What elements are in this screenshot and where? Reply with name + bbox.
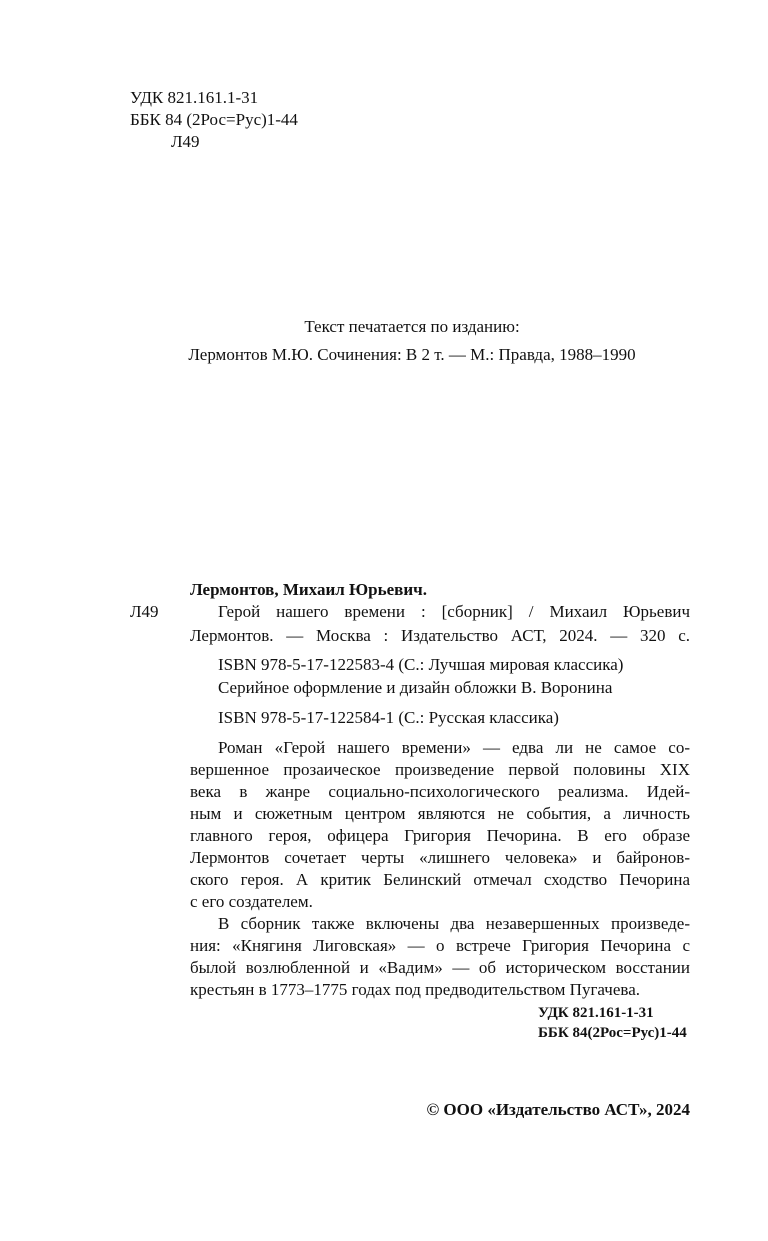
bbk-header: ББК 84 (2Рос=Рус)1-44	[130, 110, 298, 129]
isbn-1: ISBN 978-5-17-122583-4 (С.: Лучшая мировая классика)	[218, 655, 624, 674]
annotation-line: Лермонтов сочетает черты «лишнего человека» и байронов-	[190, 848, 690, 867]
catalog-title-line: Лермонтов. — Москва : Издательство АСТ, 2024. — 320 с.	[190, 626, 690, 645]
udk-header: УДК 821.161.1-31	[130, 88, 259, 107]
design-credit: Серийное оформление и дизайн обложки В. Воронина	[218, 678, 613, 697]
author-code-header: Л49	[171, 132, 200, 151]
annotation-line: ского героя. А критик Белинский отмечал сходство Печорина	[190, 870, 690, 889]
annotation-line: ния: «Княгиня Лиговская» — о встрече Григория Печорина с	[190, 936, 690, 955]
annotation-line: главного героя, офицера Григория Печорина. В его образе	[190, 826, 690, 845]
annotation-line: крестьян в 1773–1775 годах под предводительством Пугачева.	[190, 980, 640, 999]
isbn-2: ISBN 978-5-17-122584-1 (С.: Русская классика)	[218, 708, 559, 727]
source-label: Текст печатается по изданию:	[304, 317, 520, 336]
copyright: © ООО «Издательство АСТ», 2024	[426, 1100, 690, 1119]
annotation-line: былой возлюбленной и «Вадим» — об историческом восстании	[190, 958, 690, 977]
annotation-line: ным и сюжетным центром являются не события, а личность	[190, 804, 690, 823]
catalog-title-line: Герой нашего времени : [сборник] / Михаил Юрьевич	[218, 602, 690, 621]
catalog-code: Л49	[130, 602, 159, 621]
bbk-footer: ББК 84(2Рос=Рус)1-44	[538, 1025, 687, 1041]
annotation-line: вершенное прозаическое произведение первой половины XIX	[190, 760, 690, 779]
annotation-line: Роман «Герой нашего времени» — едва ли не самое со-	[218, 738, 690, 757]
udk-footer: УДК 821.161-1-31	[538, 1005, 654, 1021]
catalog-author: Лермонтов, Михаил Юрьевич.	[190, 580, 427, 599]
annotation-line: века в жанре социально-психологического реализма. Идей-	[190, 782, 690, 801]
annotation-line: В сборник также включены два незавершенных произведе-	[218, 914, 690, 933]
source-edition: Лермонтов М.Ю. Сочинения: В 2 т. — М.: Правда, 1988–1990	[188, 345, 636, 364]
annotation-line: с его создателем.	[190, 892, 313, 911]
